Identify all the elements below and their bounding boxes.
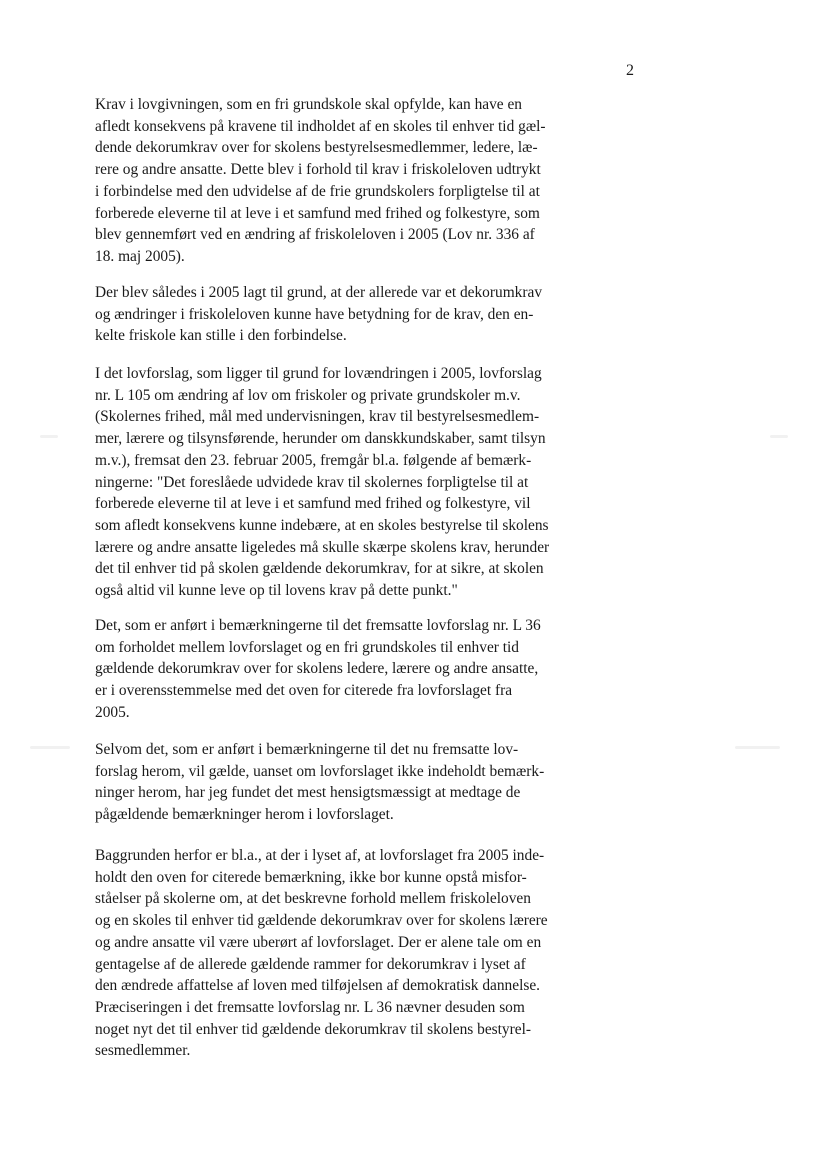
text-line: noget nyt det til enhver tid gældende dekorumkrav til skolens bestyrel- [95, 1020, 531, 1038]
text-line: 18. maj 2005). [95, 247, 185, 265]
paragraph [95, 845, 575, 1062]
text-line: er i overensstemmelse med det oven for citerede fra lovforslaget fra [95, 682, 513, 700]
text-line: Krav i lovgivningen, som en fri grundskole skal opfylde, kan have en [95, 96, 522, 113]
text-line: gældende dekorumkrav over for skolens ledere, lærere og andre ansatte, [95, 660, 539, 678]
text-line: m.v.), fremsat den 23. februar 2005, fremgår bl.a. følgende af bemærk- [95, 451, 532, 469]
scan-smudge [40, 435, 58, 438]
paragraph [95, 739, 575, 826]
text-line: rere og andre ansatte. Dette blev i forhold til krav i friskoleloven udtrykt [95, 161, 541, 179]
text-line: ningerne: "Det foreslåede udvidede krav til skolernes forpligtelse til at [95, 473, 529, 491]
text-line: Selvom det, som er anført i bemærkningerne til det nu fremsatte lov- [95, 741, 519, 758]
scan-smudge [770, 435, 788, 438]
text-line: afledt konsekvens på kravene til indholdet af en skoles til enhver tid gæl- [95, 117, 546, 135]
text-line: dende dekorumkrav over for skolens bestyrelsesmedlemmer, ledere, læ- [95, 139, 538, 157]
text-line: og andre ansatte vil være uberørt af lovforslaget. Der er alene tale om en [95, 933, 542, 951]
paragraph [95, 282, 575, 347]
scan-smudge [30, 746, 70, 749]
text-line: forberede eleverne til at leve i et samfund med frihed og folkestyre, vil [95, 495, 531, 513]
text-line: det til enhver tid på skolen gældende dekorumkrav, for at sikre, at skolen [95, 560, 544, 578]
text-line: i forbindelse med den udvidelse af de frie grundskolers forpligtelse til at [95, 182, 540, 200]
text-line: og en skoles til enhver tid gældende dekorumkrav over for skolens lærere [95, 912, 548, 930]
text-line: og ændringer i friskoleloven kunne have betydning for de krav, den en- [95, 305, 534, 323]
text-line: forberede eleverne til at leve i et samfund med frihed og folkestyre, som [95, 204, 540, 222]
text-line: nr. L 105 om ændring af lov om friskoler og private grundskoler m.v. [95, 386, 521, 404]
paragraph [95, 615, 575, 724]
text-line: holdt den oven for citerede bemærkning, ikke bor kunne opstå misfor- [95, 868, 527, 886]
page-number: 2 [626, 62, 634, 79]
text-line: mer, lærere og tilsynsførende, herunder om danskkundskaber, samt tilsyn [95, 430, 546, 448]
scan-smudge [735, 746, 780, 749]
paragraph [95, 363, 575, 602]
text-line: (Skolernes frihed, mål med undervisningen, krav til bestyrelsesmedlem- [95, 408, 540, 426]
text-line: I det lovforslag, som ligger til grund for lovændringen i 2005, lovforslag [95, 365, 542, 382]
text-line: Baggrunden herfor er bl.a., at der i lyset af, at lovforslaget fra 2005 inde- [95, 847, 545, 864]
text-line: kelte friskole kan stille i den forbindelse. [95, 327, 347, 345]
text-line: som afledt konsekvens kunne indebære, at en skoles bestyrelse til skolens [95, 516, 549, 534]
text-line: Det, som er anført i bemærkningerne til det fremsatte lovforslag nr. L 36 [95, 617, 541, 634]
text-line: 2005. [95, 703, 130, 721]
text-line: lærere og andre ansatte ligeledes må skulle skærpe skolens krav, herunder [95, 538, 550, 556]
text-line: også altid vil kunne leve op til lovens krav på dette punkt." [95, 582, 458, 600]
text-line: blev gennemført ved en ændring af friskoleloven i 2005 (Lov nr. 336 af [95, 226, 535, 244]
text-line: forslag herom, vil gælde, uanset om lovforslaget ikke indeholdt bemærk- [95, 762, 545, 780]
text-line: Præciseringen i det fremsatte lovforslag nr. L 36 nævner desuden som [95, 998, 525, 1016]
text-line: sesmedlemmer. [95, 1042, 191, 1060]
text-line: ståelser på skolerne om, at det beskrevne forhold mellem friskoleloven [95, 890, 531, 908]
text-line: om forholdet mellem lovforslaget og en fri grundskoles til enhver tid [95, 638, 520, 656]
text-line: den ændrede affattelse af loven med tilføjelsen af demokratisk dannelse. [95, 977, 541, 995]
text-line: ninger herom, har jeg fundet det mest hensigtsmæssigt at medtage de [95, 784, 521, 802]
text-line: pågældende bemærkninger herom i lovforslaget. [95, 806, 394, 824]
text-line: Der blev således i 2005 lagt til grund, at der allerede var et dekorumkrav [95, 284, 543, 301]
text-line: gentagelse af de allerede gældende rammer for dekorumkrav i lyset af [95, 955, 526, 973]
paragraph [95, 94, 575, 268]
